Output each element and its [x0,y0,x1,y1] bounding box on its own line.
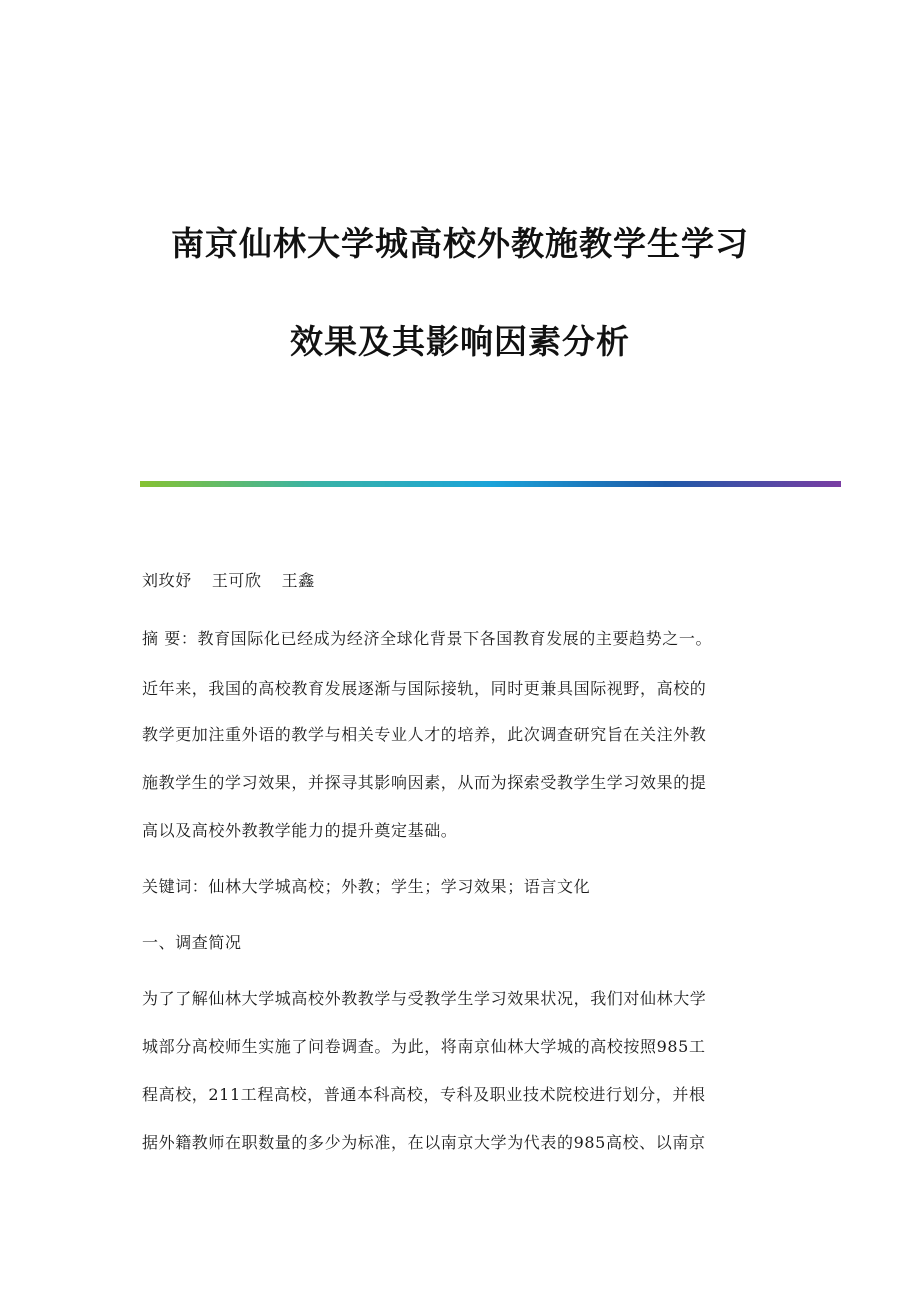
document-title-line-2: 效果及其影响因素分析 [290,322,630,361]
body-line: 据外籍教师在职数量的多少为标准，在以南京大学为代表的985高校、以南京 [142,1133,706,1152]
abstract-line: 近年来，我国的高校教育发展逐渐与国际接轨，同时更兼具国际视野，高校的 [142,679,707,698]
abstract-line: 教学更加注重外语的教学与相关专业人才的培养，此次调查研究旨在关注外教 [142,725,707,744]
abstract-line: 施教学生的学习效果，并探寻其影响因素，从而为探索受教学生学习效果的提 [142,773,707,792]
author-name: 王鑫 [281,571,315,590]
abstract-line: 高以及高校外教教学能力的提升奠定基础。 [142,821,458,840]
abstract-line: 摘 要：教育国际化已经成为经济全球化背景下各国教育发展的主要趋势之一。 [142,629,713,648]
body-line: 城部分高校师生实施了问卷调查。为此，将南京仙林大学城的高校按照985工 [142,1037,706,1056]
body-line: 程高校，211工程高校，普通本科高校，专科及职业技术院校进行划分，并根 [142,1085,706,1104]
author-name: 王可欣 [211,571,262,590]
section-heading: 一、调查简况 [142,933,242,952]
gradient-divider [140,481,841,487]
document-title-line-1: 南京仙林大学城高校外教施教学生学习 [171,224,749,263]
keywords-line: 关键词：仙林大学城高校；外教；学生；学习效果；语言文化 [142,877,591,896]
author-name: 刘玫妤 [142,571,192,590]
body-line: 为了了解仙林大学城高校外教教学与受教学生学习效果状况，我们对仙林大学 [142,989,707,1008]
author-list [142,568,315,591]
